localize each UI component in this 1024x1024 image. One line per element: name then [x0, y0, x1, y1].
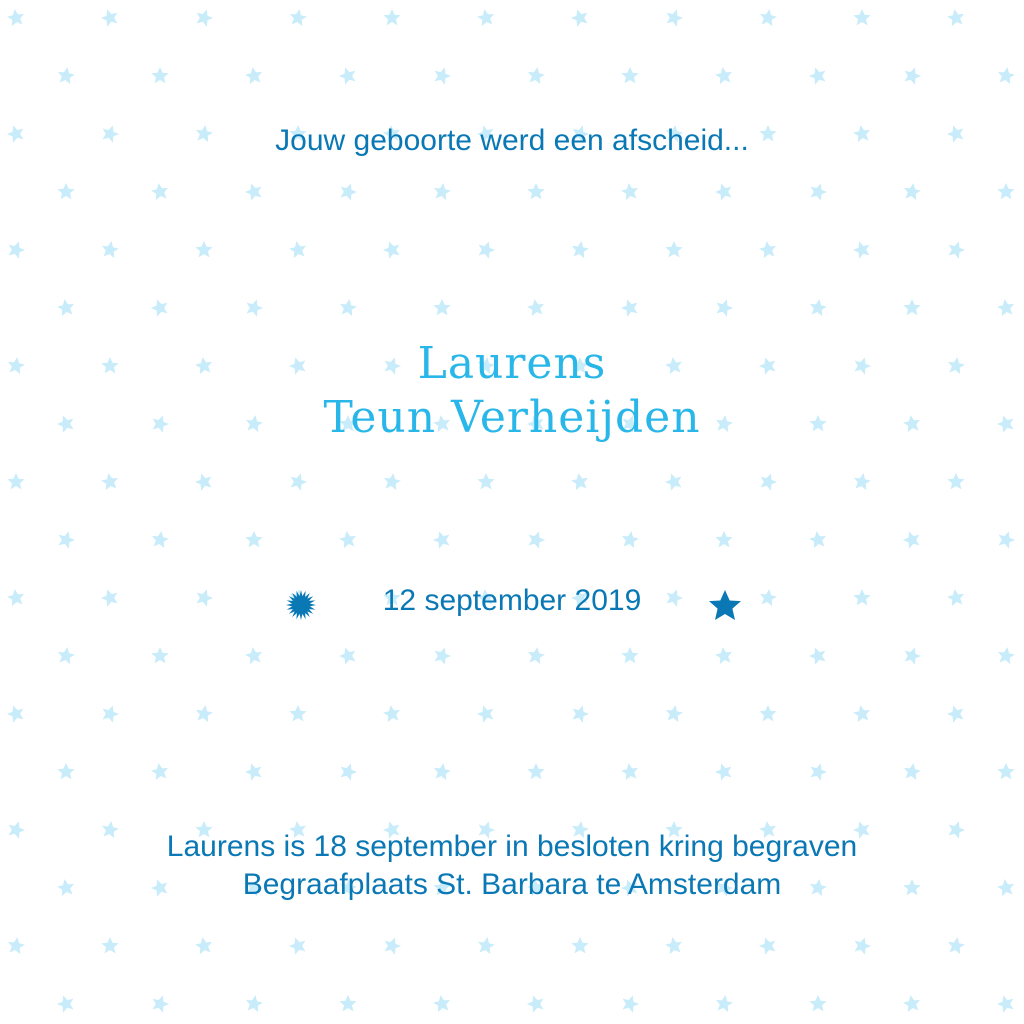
burial-location: Begraafplaats St. Barbara te Amsterdam: [242, 868, 782, 901]
date-row: [0, 584, 1024, 624]
first-name: Laurens: [417, 338, 607, 389]
star-icon: [706, 588, 744, 624]
burial-text: Laurens is 18 september in besloten kring begraven: [166, 830, 858, 863]
date-text: 12 september 2019: [382, 584, 642, 617]
full-name: Teun Verheijden: [323, 392, 701, 443]
intro-text: Jouw geboorte werd een afscheid...: [275, 124, 749, 157]
